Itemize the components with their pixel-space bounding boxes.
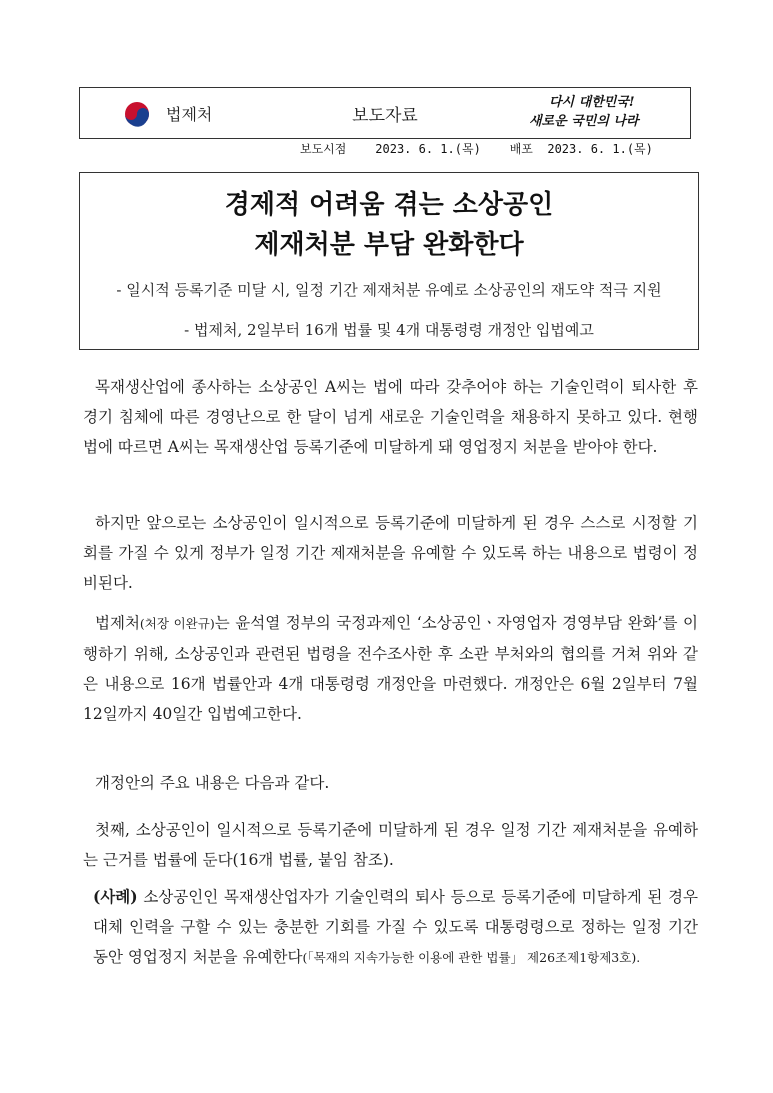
headline-box <box>79 172 699 350</box>
body-paragraph-4: 개정안의 주요 내용은 다음과 같다. <box>95 774 330 792</box>
subtitle-1: - 일시적 등록기준 미달 시, 일정 기간 제재처분 유예로 소상공인의 재도약 적극 지원 <box>116 281 662 299</box>
release-label: 보도시점 <box>300 142 347 156</box>
release-dates <box>300 140 653 157</box>
title-line-2: 제재처분 부담 완화한다 <box>254 230 524 260</box>
body-paragraph-2: 하지만 앞으로는 소상공인이 일시적으로 등록기준에 미달하게 된 경우 스스로 시정할 기회를 가질 수 있게 정부가 일정 기간 제재처분을 유예할 수 있도록 하는 내용으로 법령이 정비된다. <box>83 514 698 592</box>
org-name: 법제처 <box>166 105 213 124</box>
body-paragraph-1: 목재생산업에 종사하는 소상공인 A씨는 법에 따라 갖추어야 하는 기술인력이 퇴사한 후 경기 침체에 따른 경영난으로 한 달이 넘게 새로운 기술인력을 채용하지 못하고 있다. 현행법에 따르면 A씨는 목재생산업 등록기준에 미달하게 돼 영업정지 처분을 받아야 한다. <box>83 378 698 456</box>
slogan-line-1: 다시 대한민국! <box>549 95 635 110</box>
body-paragraph-3 <box>83 608 698 729</box>
example-text: 소상공인인 목재생산업자가 기술인력의 퇴사 등으로 등록기준에 미달하게 된 경우 대체 인력을 구할 수 있는 충분한 기회를 가질 수 있도록 대통령령으로 정하는 일정 기간 동안 영업정지 처분을 유예한다 <box>93 888 698 966</box>
distribution-label: 배포 <box>509 142 533 156</box>
p3-rest: 는 윤석열 정부의 국정과제인 ‘소상공인ㆍ자영업자 경영부담 완화’를 이행하기 위해, 소상공인과 관련된 법령을 전수조사한 후 소관 부처와의 협의를 거쳐 위와 같은 내용으로 16개 법률안과 4개 대통령령 개정안을 마련했다. 개정안은 6월 2일부터 7월 12일까지 40일간 입법예고한다. <box>83 614 698 723</box>
p3-start: 법제처 <box>95 614 140 632</box>
release-date: 2023. 6. 1.(목) <box>375 142 481 156</box>
example-label: (사례) <box>93 887 138 906</box>
press-release-header <box>79 87 691 139</box>
slogan <box>529 93 674 131</box>
doc-type-label: 보도자료 <box>352 106 418 126</box>
title-line-1: 경제적 어려움 겪는 소상공인 <box>224 190 554 220</box>
example-reference: (「목재의 지속가능한 이용에 관한 법률」 제26조제1항제3호). <box>302 950 641 965</box>
distribution-date: 2023. 6. 1.(목) <box>547 142 653 156</box>
body-paragraph-5: 첫째, 소상공인이 일시적으로 등록기준에 미달하게 된 경우 일정 기간 제재처분을 유예하는 근거를 법률에 둔다(16개 법률, 붙임 참조). <box>83 821 698 869</box>
p3-paren: (처장 이완규) <box>139 616 215 631</box>
slogan-line-2: 새로운 국민의 나라 <box>529 114 639 129</box>
headline-title <box>80 185 698 265</box>
subtitle-2: - 법제처, 2일부터 16개 법률 및 4개 대통령령 개정안 입법예고 <box>184 321 594 339</box>
example-paragraph <box>93 882 698 973</box>
